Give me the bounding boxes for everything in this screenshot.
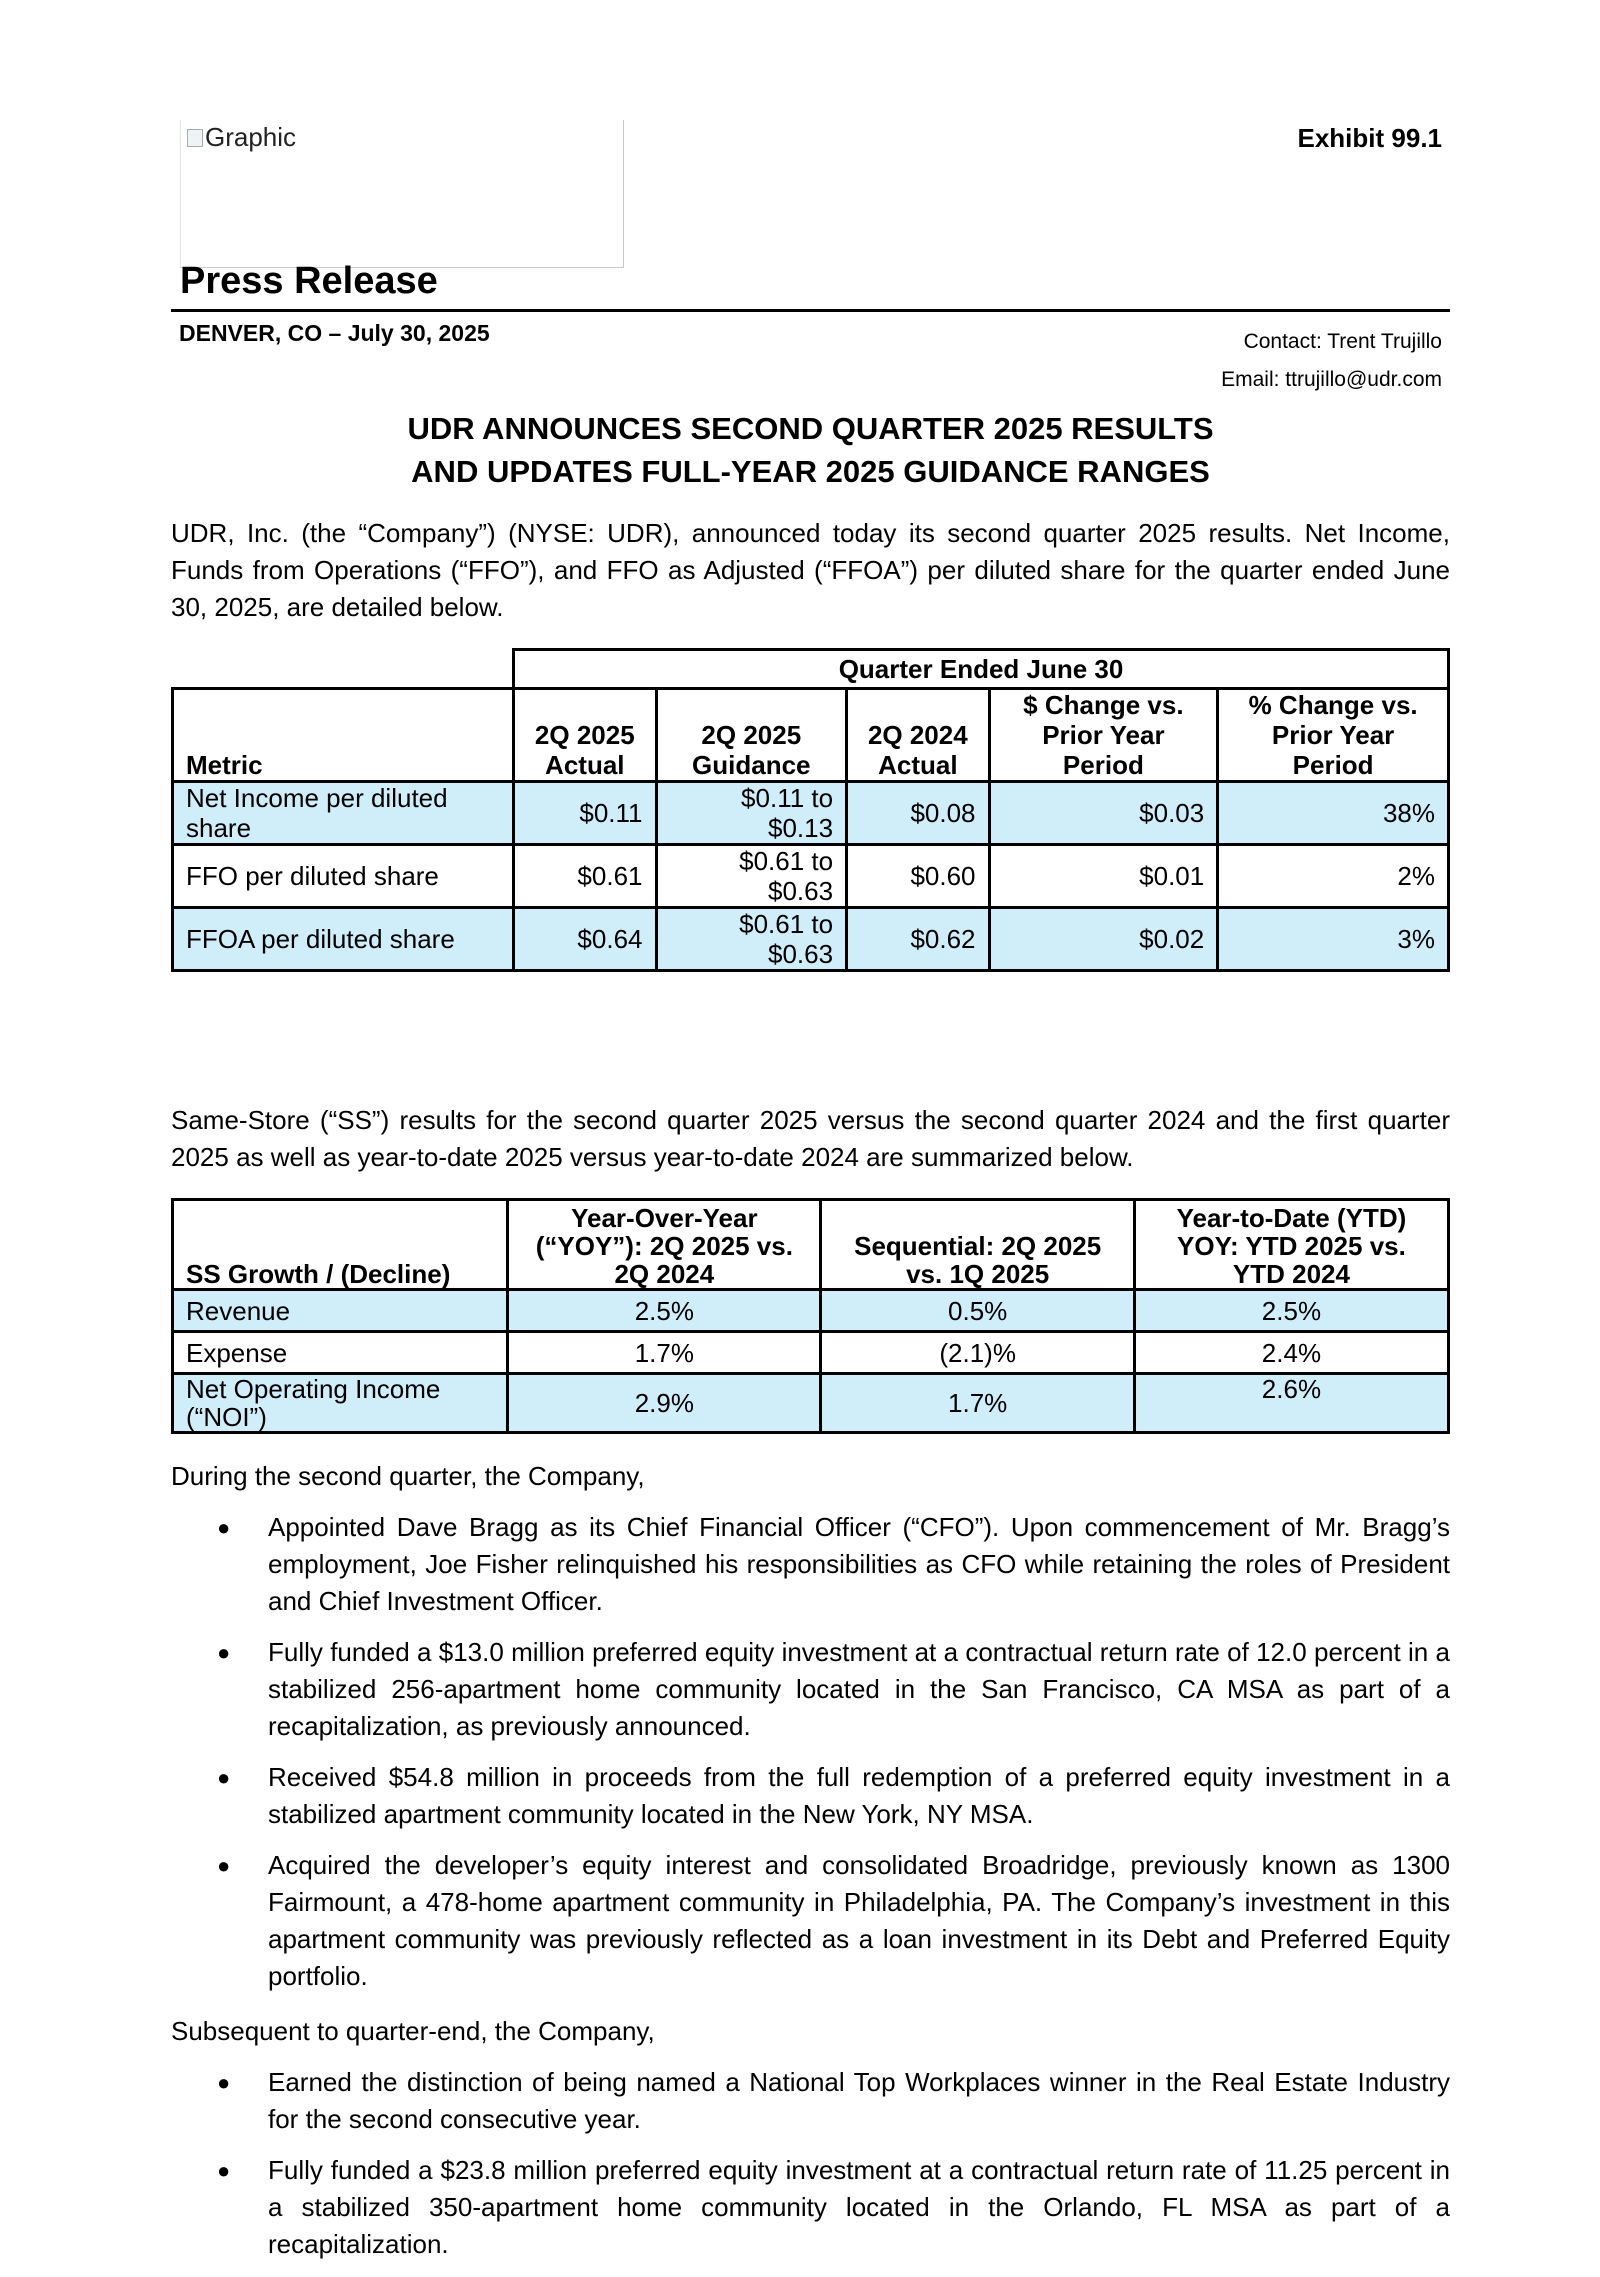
metric-cell: Net Operating Income (“NOI”) bbox=[173, 1374, 508, 1433]
list-item: ● Appointed Dave Bragg as its Chief Financial Officer (“CFO”). Upon commencement of Mr. Bragg’s employment, Joe Fisher relinquished his responsibilities as CFO while retaining the roles of President and Chief Investment Officer. bbox=[171, 1509, 1450, 1620]
value-cell: $0.61 bbox=[514, 845, 656, 908]
value-cell: 2.5% bbox=[508, 1290, 821, 1332]
contact-block bbox=[1221, 323, 1442, 399]
column-header: 2Q 2025 Actual bbox=[514, 689, 656, 782]
exhibit-label: Exhibit 99.1 bbox=[1297, 123, 1442, 153]
column-header: Year-to-Date (YTD) YOY: YTD 2025 vs. YTD 2024 bbox=[1134, 1200, 1448, 1290]
column-header: 2Q 2024 Actual bbox=[847, 689, 989, 782]
headline-line-2: AND UPDATES FULL-YEAR 2025 GUIDANCE RANGES bbox=[411, 454, 1210, 489]
value-cell: 1.7% bbox=[821, 1374, 1134, 1433]
bullet-icon: ● bbox=[217, 2158, 231, 2183]
value-cell: 2.4% bbox=[1134, 1332, 1448, 1374]
bullet-icon: ● bbox=[217, 1640, 231, 1665]
contact-name: Contact: Trent Trujillo bbox=[1243, 330, 1442, 353]
logo-image-placeholder bbox=[180, 120, 624, 268]
dateline: DENVER, CO – July 30, 2025 bbox=[179, 320, 490, 346]
metric-cell: FFOA per diluted share bbox=[173, 908, 514, 971]
subsequent-list bbox=[171, 2064, 1450, 2277]
press-release-title: Press Release bbox=[180, 260, 438, 302]
value-cell: $0.62 bbox=[847, 908, 989, 971]
group-header: Quarter Ended June 30 bbox=[514, 650, 1449, 689]
column-header: % Change vs. Prior Year Period bbox=[1218, 689, 1449, 782]
contact-email: Email: ttrujillo@udr.com bbox=[1221, 368, 1442, 391]
header-divider bbox=[171, 309, 1450, 312]
value-cell: (2.1)% bbox=[821, 1332, 1134, 1374]
intro-paragraph: UDR, Inc. (the “Company”) (NYSE: UDR), announced today its second quarter 2025 results. Net Income, Funds from Operations (“FFO”), and FFO as Adjusted (“FFOA”) per diluted share for the quarter ended June 30, 2025, are detailed below. bbox=[171, 518, 1450, 622]
value-cell: 2.5% bbox=[1134, 1290, 1448, 1332]
list-item: ● Earned the distinction of being named a National Top Workplaces winner in the Real Estate Industry for the second consecutive year. bbox=[171, 2064, 1450, 2138]
column-header: Sequential: 2Q 2025 vs. 1Q 2025 bbox=[821, 1200, 1134, 1290]
bullet-icon: ● bbox=[217, 1853, 231, 1878]
metric-cell: Net Income per diluted share bbox=[173, 782, 514, 845]
value-cell: $0.11 to $0.13 bbox=[656, 782, 847, 845]
during-quarter-intro: During the second quarter, the Company, bbox=[171, 1461, 645, 1491]
value-cell: $0.02 bbox=[989, 908, 1218, 971]
list-item: ● Acquired the developer’s equity interest and consolidated Broadridge, previously known as 1300 Fairmount, a 478-home apartment community in Philadelphia, PA. The Company’s investment in this apartment community was previously reflected as a loan investment in its Debt and Preferred Equity portfolio. bbox=[171, 1847, 1450, 1995]
list-item: ● Fully funded a $23.8 million preferred equity investment at a contractual return rate of 11.25 percent in a stabilized 350-apartment home community located in the Orlando, FL MSA as part of a recapitalization. bbox=[171, 2152, 1450, 2263]
metric-cell: Expense bbox=[173, 1332, 508, 1374]
value-cell: 0.5% bbox=[821, 1290, 1134, 1332]
same-store-intro: Same-Store (“SS”) results for the second quarter 2025 versus the second quarter 2024 and the first quarter 2025 as well as year-to-date 2025 versus year-to-date 2024 are summarized below. bbox=[171, 1105, 1450, 1172]
column-header: 2Q 2025 Guidance bbox=[656, 689, 847, 782]
column-header: SS Growth / (Decline) bbox=[173, 1200, 508, 1290]
value-cell: $0.01 bbox=[989, 845, 1218, 908]
broken-image-icon bbox=[187, 129, 203, 147]
table-row bbox=[173, 1332, 1449, 1374]
table-row bbox=[173, 1290, 1449, 1332]
headline-line-1: UDR ANNOUNCES SECOND QUARTER 2025 RESULTS bbox=[407, 411, 1214, 446]
list-item: ● Fully funded a $13.0 million preferred equity investment at a contractual return rate of 12.0 percent in a stabilized 256-apartment home community located in the San Francisco, CA MSA as part of a recapitalization, as previously announced. bbox=[171, 1634, 1450, 1745]
metric-cell: FFO per diluted share bbox=[173, 845, 514, 908]
bullet-icon: ● bbox=[217, 1765, 231, 1790]
subsequent-intro: Subsequent to quarter-end, the Company, bbox=[171, 2016, 655, 2046]
same-store-table bbox=[171, 1198, 1450, 1434]
bullet-icon: ● bbox=[217, 2070, 231, 2095]
value-cell: $0.03 bbox=[989, 782, 1218, 845]
table-row bbox=[173, 908, 1449, 971]
results-table bbox=[171, 648, 1450, 972]
value-cell: $0.08 bbox=[847, 782, 989, 845]
during-quarter-list bbox=[171, 1509, 1450, 2009]
value-cell: $0.61 to $0.63 bbox=[656, 908, 847, 971]
value-cell: 2.9% bbox=[508, 1374, 821, 1433]
blank-header-cell bbox=[173, 650, 514, 689]
metric-cell: Revenue bbox=[173, 1290, 508, 1332]
value-cell: 2% bbox=[1218, 845, 1449, 908]
value-cell: 2.6% bbox=[1134, 1374, 1448, 1433]
value-cell: $0.60 bbox=[847, 845, 989, 908]
value-cell: 1.7% bbox=[508, 1332, 821, 1374]
value-cell: $0.11 bbox=[514, 782, 656, 845]
headline bbox=[171, 407, 1450, 493]
value-cell: 3% bbox=[1218, 908, 1449, 971]
table-row bbox=[173, 1374, 1449, 1433]
list-item: ● Received $54.8 million in proceeds from the full redemption of a preferred equity investment in a stabilized apartment community located in the New York, NY MSA. bbox=[171, 1759, 1450, 1833]
column-header: Metric bbox=[173, 689, 514, 782]
column-header: $ Change vs. Prior Year Period bbox=[989, 689, 1218, 782]
value-cell: $0.61 to $0.63 bbox=[656, 845, 847, 908]
column-header: Year-Over-Year (“YOY”): 2Q 2025 vs. 2Q 2024 bbox=[508, 1200, 821, 1290]
logo-alt-text: Graphic bbox=[205, 122, 297, 152]
table-row bbox=[173, 782, 1449, 845]
value-cell: 38% bbox=[1218, 782, 1449, 845]
table-row bbox=[173, 845, 1449, 908]
bullet-icon: ● bbox=[217, 1515, 231, 1540]
value-cell: $0.64 bbox=[514, 908, 656, 971]
